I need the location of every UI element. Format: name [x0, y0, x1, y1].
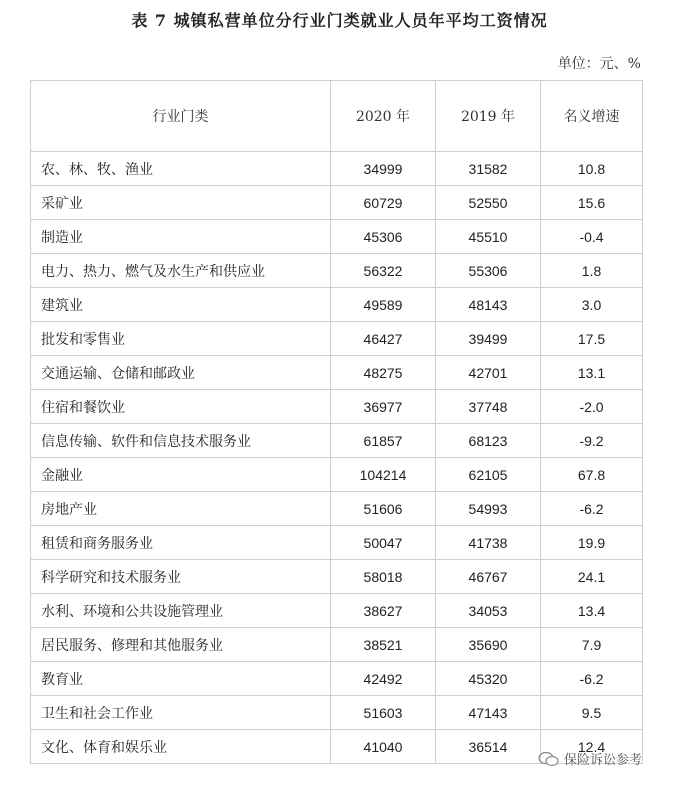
cell-growth: 13.4	[541, 594, 643, 628]
header-industry: 行业门类	[31, 81, 331, 152]
cell-2019: 68123	[436, 424, 541, 458]
cell-industry: 租赁和商务服务业	[31, 526, 331, 560]
table-body	[31, 152, 643, 764]
cell-industry: 采矿业	[31, 186, 331, 220]
cell-growth: 24.1	[541, 560, 643, 594]
header-row	[31, 81, 643, 152]
cell-growth: -6.2	[541, 492, 643, 526]
cell-industry: 建筑业	[31, 288, 331, 322]
unit-label: 单位：元、%	[557, 56, 641, 72]
cell-growth: 19.9	[541, 526, 643, 560]
table-row	[31, 424, 643, 458]
wechat-icon	[538, 751, 560, 767]
cell-2019: 31582	[436, 152, 541, 186]
cell-growth: 17.5	[541, 322, 643, 356]
cell-2020: 36977	[331, 390, 436, 424]
cell-industry: 农、林、牧、渔业	[31, 152, 331, 186]
cell-industry: 文化、体育和娱乐业	[31, 730, 331, 764]
watermark-text: 保险诉讼参考	[564, 753, 643, 768]
cell-2019: 62105	[436, 458, 541, 492]
cell-growth: 67.8	[541, 458, 643, 492]
cell-industry: 水利、环境和公共设施管理业	[31, 594, 331, 628]
cell-2019: 41738	[436, 526, 541, 560]
cell-2019: 36514	[436, 730, 541, 764]
cell-2020: 60729	[331, 186, 436, 220]
cell-industry: 交通运输、仓储和邮政业	[31, 356, 331, 390]
header-2019: 2019 年	[436, 81, 541, 152]
cell-2020: 34999	[331, 152, 436, 186]
cell-growth: 13.1	[541, 356, 643, 390]
table-row	[31, 458, 643, 492]
cell-2020: 51606	[331, 492, 436, 526]
cell-growth: 15.6	[541, 186, 643, 220]
cell-industry: 教育业	[31, 662, 331, 696]
table-row	[31, 220, 643, 254]
cell-2019: 48143	[436, 288, 541, 322]
cell-growth: -9.2	[541, 424, 643, 458]
wage-table	[30, 80, 643, 764]
cell-2019: 45320	[436, 662, 541, 696]
cell-industry: 居民服务、修理和其他服务业	[31, 628, 331, 662]
header-growth: 名义增速	[541, 81, 643, 152]
cell-industry: 金融业	[31, 458, 331, 492]
cell-industry: 信息传输、软件和信息技术服务业	[31, 424, 331, 458]
cell-2020: 42492	[331, 662, 436, 696]
cell-2020: 46427	[331, 322, 436, 356]
table-row	[31, 390, 643, 424]
cell-2019: 45510	[436, 220, 541, 254]
cell-2020: 104214	[331, 458, 436, 492]
cell-growth: 1.8	[541, 254, 643, 288]
cell-2019: 46767	[436, 560, 541, 594]
cell-industry: 房地产业	[31, 492, 331, 526]
cell-2020: 49589	[331, 288, 436, 322]
cell-2019: 34053	[436, 594, 541, 628]
cell-2019: 55306	[436, 254, 541, 288]
cell-growth: 7.9	[541, 628, 643, 662]
cell-growth: 3.0	[541, 288, 643, 322]
cell-2020: 56322	[331, 254, 436, 288]
cell-2019: 35690	[436, 628, 541, 662]
cell-2020: 50047	[331, 526, 436, 560]
cell-2020: 51603	[331, 696, 436, 730]
cell-industry: 电力、热力、燃气及水生产和供应业	[31, 254, 331, 288]
watermark	[538, 749, 642, 768]
cell-industry: 科学研究和技术服务业	[31, 560, 331, 594]
table-row	[31, 356, 643, 390]
table-row	[31, 152, 643, 186]
cell-industry: 卫生和社会工作业	[31, 696, 331, 730]
table-row	[31, 628, 643, 662]
table-row	[31, 560, 643, 594]
table-row	[31, 492, 643, 526]
table-row	[31, 322, 643, 356]
table-row	[31, 254, 643, 288]
cell-2019: 37748	[436, 390, 541, 424]
cell-2019: 52550	[436, 186, 541, 220]
table-row	[31, 526, 643, 560]
cell-growth: -6.2	[541, 662, 643, 696]
table-row	[31, 288, 643, 322]
cell-2020: 38521	[331, 628, 436, 662]
cell-2020: 48275	[331, 356, 436, 390]
cell-growth: -2.0	[541, 390, 643, 424]
cell-2020: 58018	[331, 560, 436, 594]
cell-2019: 54993	[436, 492, 541, 526]
table-row	[31, 594, 643, 628]
cell-2020: 41040	[331, 730, 436, 764]
header-2020: 2020 年	[331, 81, 436, 152]
cell-growth: -0.4	[541, 220, 643, 254]
table-title: 表 7 城镇私营单位分行业门类就业人员年平均工资情况	[131, 11, 548, 30]
table-row	[31, 186, 643, 220]
cell-2019: 47143	[436, 696, 541, 730]
cell-2020: 45306	[331, 220, 436, 254]
cell-2020: 38627	[331, 594, 436, 628]
cell-growth: 10.8	[541, 152, 643, 186]
table-row	[31, 696, 643, 730]
cell-2019: 39499	[436, 322, 541, 356]
cell-growth: 12.4	[541, 730, 643, 764]
table-row	[31, 662, 643, 696]
cell-growth: 9.5	[541, 696, 643, 730]
cell-industry: 制造业	[31, 220, 331, 254]
cell-industry: 批发和零售业	[31, 322, 331, 356]
cell-industry: 住宿和餐饮业	[31, 390, 331, 424]
cell-2019: 42701	[436, 356, 541, 390]
cell-2020: 61857	[331, 424, 436, 458]
